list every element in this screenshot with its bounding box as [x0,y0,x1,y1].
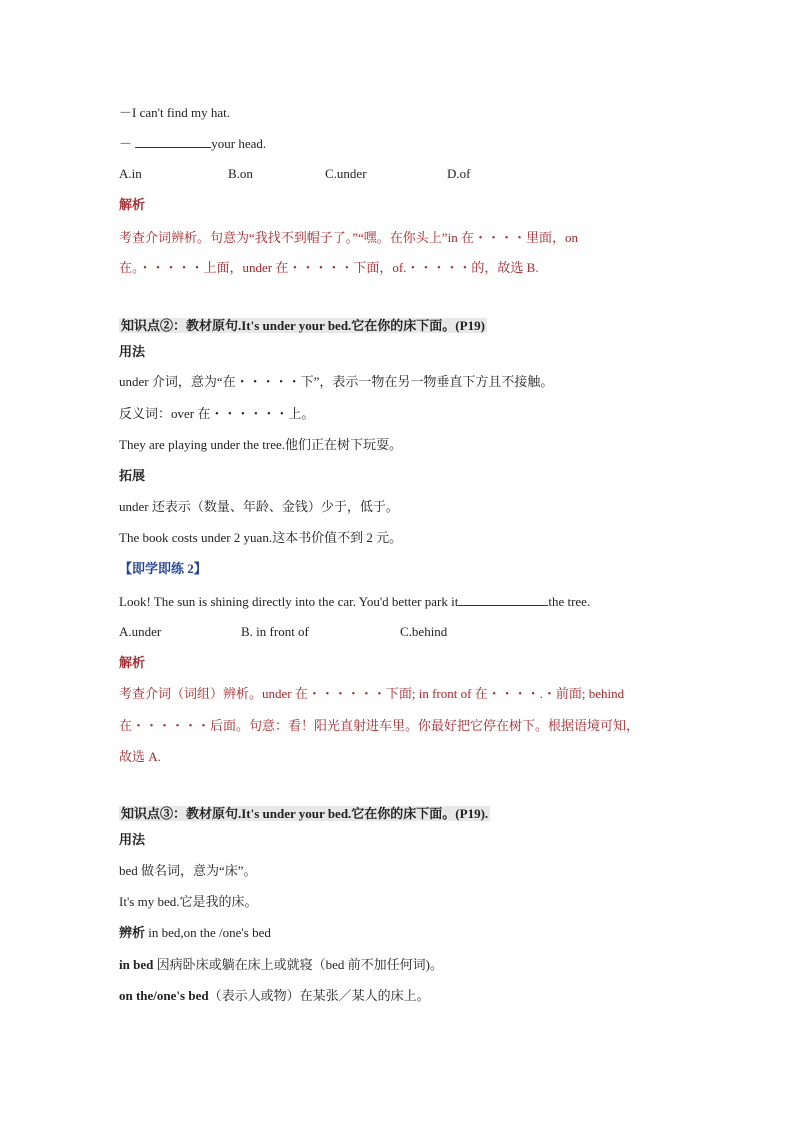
kp2-example1: They are playing under the tree.他们正在树下玩耍。 [119,437,403,452]
kp3-title-text: 知识点③：教材原句.It's under your bed.它在你的床下面。(P19). [121,806,489,821]
kp2-example2: The book costs under 2 yuan.这本书价值不到 2 元。 [119,530,403,545]
analysis2-heading: 解析 [119,655,146,670]
analysis2-line1: 考查介词（词组）辨析。under 在・・・・・・下面; in front of 在・・・・.・前面; behind [119,686,625,701]
kp3-usage-heading: 用法 [119,832,146,847]
kp2-extend1: under 还表示（数量、年龄、金钱）少于，低于。 [119,499,399,514]
analysis1-line1: 考查介词辨析。句意为“我找不到帽子了。”“嘿。在你头上”in 在・・・・里面，on [119,230,578,245]
practice2-question-prefix: Look! The sun is shining directly into the car. You'd better park it [119,594,459,609]
kp3-example1: It's my bed.它是我的床。 [119,894,258,909]
kp3-onbed-term: on the/one's bed [119,988,209,1003]
analysis2-line2: 在・・・・・・后面。句意：看！阳光直射进车里。你最好把它停在树下。根据语境可知， [119,718,640,733]
q1-option-a[interactable]: A.in [119,166,142,181]
practice2-question [119,593,590,610]
practice2-option-b[interactable]: B. in front of [241,624,309,639]
kp2-title-text: 知识点②：教材原句.It's under your bed.它在你的床下面。(P19) [121,318,485,333]
kp3-onbed [119,988,430,1004]
kp3-onbed-desc: （表示人或物）在某张／某人的床上。 [208,988,430,1003]
kp3-usage1: bed 做名词，意为“床”。 [119,863,257,878]
q1-blank[interactable] [135,135,211,148]
analysis2-line3: 故选 A. [119,749,161,764]
kp3-distinguish-text: in bed,on the /one's bed [145,925,271,940]
practice2-blank[interactable] [458,593,548,606]
q1-line2 [119,135,266,152]
kp3-title [119,806,490,822]
q1-line2-suffix: your head. [211,136,267,151]
analysis1-heading: 解析 [119,197,146,212]
practice2-option-c[interactable]: C.behind [400,624,448,639]
practice2-option-a[interactable]: A.under [119,624,162,639]
q1-dash: － [119,136,136,151]
kp2-title [119,318,487,334]
kp3-distinguish-heading: 辨析 [119,925,146,940]
q1-option-d[interactable]: D.of [447,166,471,181]
kp2-usage1: under 介词，意为“在・・・・・下”，表示一物在另一物垂直下方且不接触。 [119,374,554,389]
kp2-extend-heading: 拓展 [119,468,146,483]
kp3-inbed [119,957,443,973]
kp3-distinguish [119,925,271,941]
practice2-heading: 【即学即练 2】 [119,561,207,576]
kp2-usage-heading: 用法 [119,344,146,359]
kp2-antonym: 反义词：over 在・・・・・・上。 [119,406,315,421]
kp3-inbed-term: in bed [119,957,154,972]
analysis1-line2: 在。・・・・・上面，under 在・・・・・下面，of.・・・・・的，故选 B. [119,260,539,275]
q1-option-c[interactable]: C.under [325,166,367,181]
kp3-inbed-desc: 因病卧床或躺在床上或就寝（bed 前不加任何词)。 [153,957,443,972]
q1-option-b[interactable]: B.on [228,166,253,181]
practice2-question-suffix: the tree. [548,594,591,609]
q1-line1: －I can't find my hat. [119,105,231,120]
